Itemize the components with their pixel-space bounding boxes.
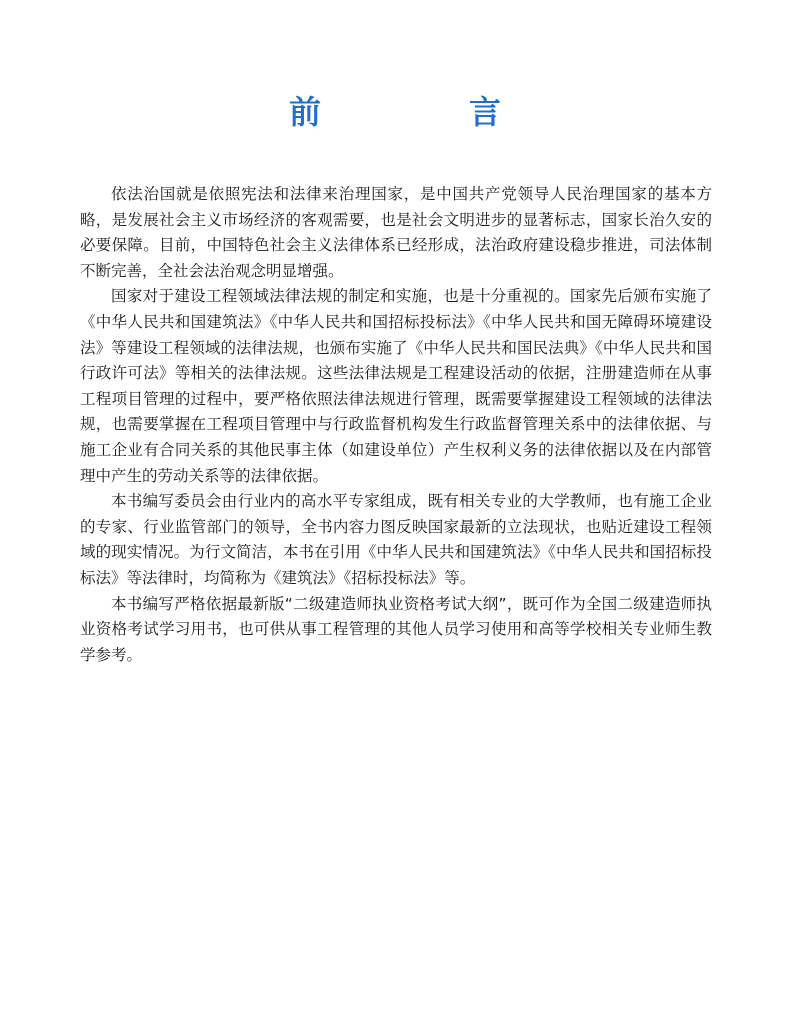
page-title: 前 言 [288,93,559,131]
paragraph-3: 本书编写委员会由行业内的高水平专家组成，既有相关专业的大学教师，也有施工企业的专家、行业监管部门的领导，全书内容力图反映国家最新的立法现状，也贴近建设工程领域的现实情况。为行文简洁，本书在引用《中华人民共和国建筑法》《中华人民共和国招标投标法》等法律时，均简称为《建筑法》《招标投标法》等。 [80,492,712,587]
paragraph-2: 国家对于建设工程领域法律法规的制定和实施，也是十分重视的。国家先后颁布实施了《中华人民共和国建筑法》《中华人民共和国招标投标法》《中华人民共和国无障碍环境建设法》等建设工程领域的法律法规，也颁布实施了《中华人民共和国民法典》《中华人民共和国行政许可法》等相关的法律法规。这些法律法规是工程建设活动的依据，注册建造师在从事工程项目管理的过程中，要严格依照法律法规进行管理，既需要掌握建设工程领域的法律法规，也需要掌握在工程项目管理中与行政监督机构发生行政监督管理关系中的法律依据、与施工企业有合同关系的其他民事主体（如建设单位）产生权利义务的法律依据以及在内部管理中产生的劳动关系等的法律依据。 [80,287,712,485]
preface-body [80,182,712,668]
paragraph-4: 本书编写严格依据最新版“二级建造师执业资格考试大纲”，既可作为全国二级建造师执业资格考试学习用书，也可供从事工程管理的其他人员学习使用和高等学校相关专业师生教学参考。 [80,594,712,664]
paragraph-1: 依法治国就是依照宪法和法律来治理国家，是中国共产党领导人民治理国家的基本方略，是发展社会主义市场经济的客观需要，也是社会文明进步的显著标志，国家长治久安的必要保障。目前，中国特色社会主义法律体系已经形成，法治政府建设稳步推进，司法体制不断完善，全社会法治观念明显增强。 [80,185,712,280]
